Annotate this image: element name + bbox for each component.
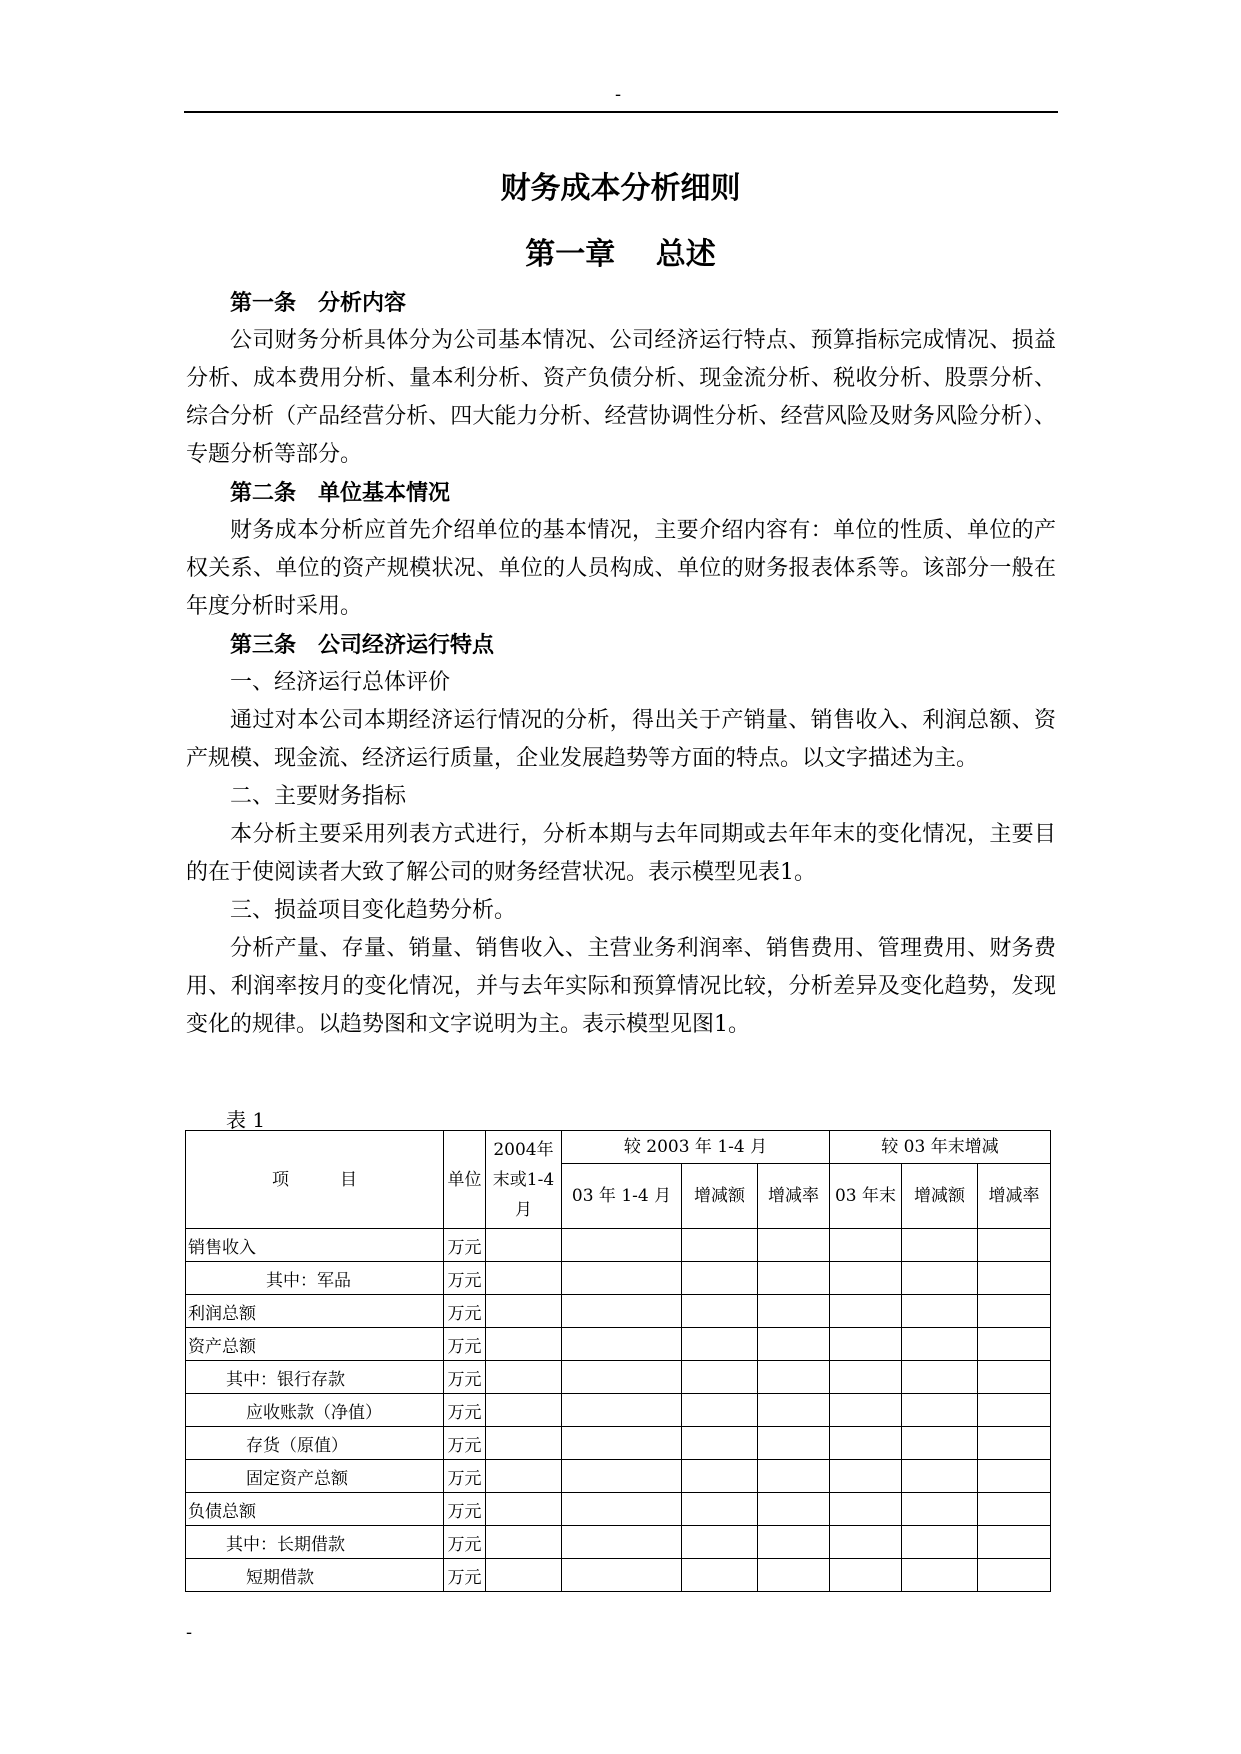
row-unit: 万元 (444, 1361, 486, 1394)
body-paragraph: 公司财务分析具体分为公司基本情况、公司经济运行特点、预算指标完成情况、损益分析、成本费用分析、量本利分析、资产负债分析、现金流分析、税收分析、股票分析、综合分析（产品经营分析、四大能力分析、经营协调性分析、经营风险及财务风险分析）、专题分析等部分。 (186, 328, 1056, 467)
empty-cell (830, 1361, 902, 1394)
empty-cell (486, 1295, 562, 1328)
table-row (186, 1295, 1051, 1328)
section-subheading: 二、主要财务指标 (230, 784, 407, 809)
empty-cell (486, 1262, 562, 1295)
empty-cell (682, 1262, 758, 1295)
empty-cell (758, 1229, 830, 1262)
empty-cell (562, 1493, 682, 1526)
empty-cell (562, 1361, 682, 1394)
empty-cell (562, 1229, 682, 1262)
row-unit: 万元 (444, 1394, 486, 1427)
empty-cell (562, 1526, 682, 1559)
empty-cell (902, 1295, 978, 1328)
article-heading: 第三条 公司经济运行特点 (230, 632, 495, 658)
empty-cell (978, 1328, 1051, 1361)
header-change-amount-2: 增减额 (902, 1164, 978, 1229)
document-title: 财务成本分析细则 (500, 171, 741, 206)
empty-cell (562, 1295, 682, 1328)
row-label: 销售收入 (186, 1229, 444, 1262)
empty-cell (562, 1394, 682, 1427)
empty-cell (682, 1427, 758, 1460)
row-label: 其中：银行存款 (186, 1361, 444, 1394)
body-paragraph: 本分析主要采用列表方式进行，分析本期与去年同期或去年年末的变化情况，主要目的在于使阅读者大致了解公司的财务经营状况。表示模型见表1。 (186, 822, 1056, 885)
table-row (186, 1262, 1051, 1295)
header-change-amount-1: 增减额 (682, 1164, 758, 1229)
row-label: 利润总额 (186, 1295, 444, 1328)
empty-cell (902, 1526, 978, 1559)
empty-cell (758, 1427, 830, 1460)
row-unit: 万元 (444, 1559, 486, 1592)
empty-cell (902, 1493, 978, 1526)
empty-cell (562, 1328, 682, 1361)
empty-cell (830, 1394, 902, 1427)
empty-cell (830, 1427, 902, 1460)
empty-cell (562, 1427, 682, 1460)
empty-cell (758, 1394, 830, 1427)
empty-cell (682, 1361, 758, 1394)
empty-cell (758, 1460, 830, 1493)
empty-cell (486, 1328, 562, 1361)
empty-cell (486, 1460, 562, 1493)
empty-cell (902, 1328, 978, 1361)
empty-cell (830, 1493, 902, 1526)
empty-cell (978, 1229, 1051, 1262)
row-label: 存货（原值） (186, 1427, 444, 1460)
empty-cell (830, 1559, 902, 1592)
header-prev-year-end: 03 年末 (830, 1164, 902, 1229)
body-paragraph: 分析产量、存量、销量、销售收入、主营业务利润率、销售费用、管理费用、财务费用、利润率按月的变化情况，并与去年实际和预算情况比较，分析差异及变化趋势，发现变化的规律。以趋势图和文字说明为主。表示模型见图1。 (186, 936, 1056, 1037)
row-label: 其中：长期借款 (186, 1526, 444, 1559)
empty-cell (682, 1559, 758, 1592)
header-unit: 单位 (444, 1131, 486, 1229)
empty-cell (830, 1229, 902, 1262)
empty-cell (978, 1295, 1051, 1328)
chapter-title: 第一章 总述 (525, 237, 716, 272)
empty-cell (830, 1526, 902, 1559)
table-row (186, 1394, 1051, 1427)
table-row (186, 1460, 1051, 1493)
empty-cell (978, 1493, 1051, 1526)
empty-cell (486, 1526, 562, 1559)
body-text (186, 284, 1056, 1044)
table-row (186, 1526, 1051, 1559)
empty-cell (486, 1229, 562, 1262)
empty-cell (486, 1361, 562, 1394)
empty-cell (978, 1427, 1051, 1460)
empty-cell (902, 1229, 978, 1262)
row-unit: 万元 (444, 1526, 486, 1559)
empty-cell (682, 1328, 758, 1361)
header-rule (184, 111, 1058, 113)
header-item: 项 目 (186, 1131, 444, 1229)
empty-cell (486, 1493, 562, 1526)
empty-cell (486, 1427, 562, 1460)
empty-cell (902, 1394, 978, 1427)
header-change-rate-1: 增减率 (758, 1164, 830, 1229)
body-paragraph: 财务成本分析应首先介绍单位的基本情况，主要介绍内容有：单位的性质、单位的产权关系、单位的资产规模状况、单位的人员构成、单位的财务报表体系等。该部分一般在年度分析时采用。 (186, 518, 1056, 619)
empty-cell (978, 1559, 1051, 1592)
table-row (186, 1427, 1051, 1460)
empty-cell (978, 1460, 1051, 1493)
empty-cell (562, 1262, 682, 1295)
row-unit: 万元 (444, 1493, 486, 1526)
empty-cell (902, 1262, 978, 1295)
header-group-prev-period: 较 2003 年 1-4 月 (562, 1131, 830, 1164)
empty-cell (830, 1328, 902, 1361)
empty-cell (682, 1460, 758, 1493)
empty-cell (758, 1526, 830, 1559)
empty-cell (830, 1295, 902, 1328)
row-label: 负债总额 (186, 1493, 444, 1526)
empty-cell (682, 1229, 758, 1262)
empty-cell (758, 1361, 830, 1394)
empty-cell (758, 1295, 830, 1328)
empty-cell (902, 1427, 978, 1460)
empty-cell (758, 1262, 830, 1295)
header-prev-period: 03 年 1-4 月 (562, 1164, 682, 1229)
row-label: 固定资产总额 (186, 1460, 444, 1493)
empty-cell (830, 1460, 902, 1493)
empty-cell (978, 1262, 1051, 1295)
table-body (186, 1229, 1051, 1592)
empty-cell (562, 1559, 682, 1592)
empty-cell (902, 1361, 978, 1394)
row-label: 其中：军品 (186, 1262, 444, 1295)
empty-cell (486, 1559, 562, 1592)
row-unit: 万元 (444, 1328, 486, 1361)
empty-cell (682, 1526, 758, 1559)
empty-cell (902, 1460, 978, 1493)
header-mark: - (615, 84, 622, 105)
table-row (186, 1361, 1051, 1394)
empty-cell (486, 1394, 562, 1427)
footer-mark: - (186, 1622, 193, 1643)
row-label: 短期借款 (186, 1559, 444, 1592)
empty-cell (562, 1460, 682, 1493)
empty-cell (978, 1361, 1051, 1394)
row-unit: 万元 (444, 1427, 486, 1460)
empty-cell (978, 1394, 1051, 1427)
table-caption: 表 1 (226, 1108, 266, 1132)
article-heading: 第一条 分析内容 (230, 290, 407, 316)
section-subheading: 三、损益项目变化趋势分析。 (230, 898, 517, 923)
row-unit: 万元 (444, 1460, 486, 1493)
empty-cell (758, 1559, 830, 1592)
empty-cell (978, 1526, 1051, 1559)
empty-cell (758, 1328, 830, 1361)
table-row (186, 1229, 1051, 1262)
header-group-prev-year-end: 较 03 年末增减 (830, 1131, 1051, 1164)
article-heading: 第二条 单位基本情况 (230, 480, 451, 506)
row-unit: 万元 (444, 1295, 486, 1328)
empty-cell (682, 1295, 758, 1328)
body-paragraph: 通过对本公司本期经济运行情况的分析，得出关于产销量、销售收入、利润总额、资产规模、现金流、经济运行质量，企业发展趋势等方面的特点。以文字描述为主。 (186, 708, 1056, 771)
empty-cell (682, 1394, 758, 1427)
header-current: 2004年末或1-4月 (486, 1131, 562, 1229)
row-unit: 万元 (444, 1262, 486, 1295)
table-row (186, 1493, 1051, 1526)
row-label: 资产总额 (186, 1328, 444, 1361)
empty-cell (758, 1493, 830, 1526)
section-subheading: 一、经济运行总体评价 (230, 670, 451, 695)
empty-cell (902, 1559, 978, 1592)
row-unit: 万元 (444, 1229, 486, 1262)
header-change-rate-2: 增减率 (978, 1164, 1051, 1229)
empty-cell (682, 1493, 758, 1526)
financial-indicators-table (185, 1130, 1051, 1592)
table-row (186, 1559, 1051, 1592)
table-row (186, 1328, 1051, 1361)
empty-cell (830, 1262, 902, 1295)
row-label: 应收账款（净值） (186, 1394, 444, 1427)
